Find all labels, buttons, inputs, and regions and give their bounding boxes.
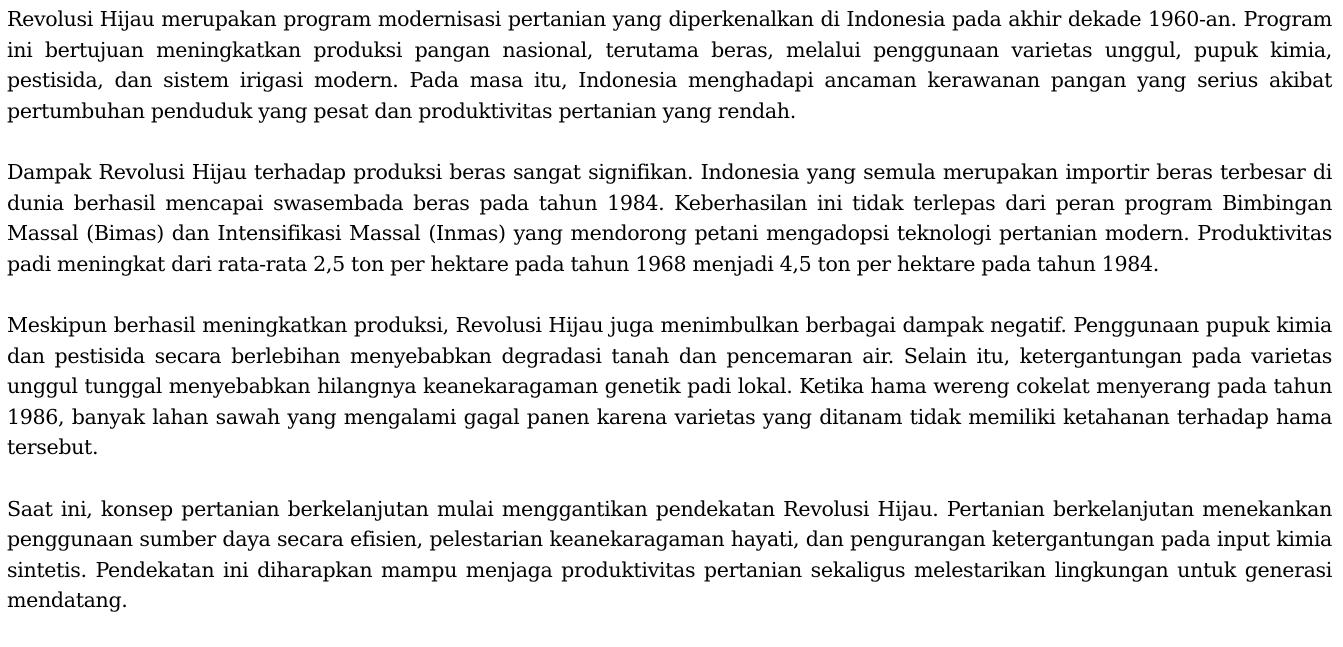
paragraph-3: Meskipun berhasil meningkatkan produksi, Revolusi Hijau juga menimbulkan berbagai dampak negatif. Penggunaan pupuk kimia dan pestisida secara berlebihan menyebabkan degradasi tanah dan pencemaran air. Selain itu, ketergantungan pada varietas unggul tunggal menyebabkan hilangnya keanekaragaman genetik padi lokal. Ketika hama wereng cokelat menyerang pada tahun 1986, banyak lahan sawah yang mengalami gagal panen karena varietas yang ditanam tidak memiliki ketahanan terhadap hama tersebut.	[7, 312, 1332, 460]
paragraph-4: Saat ini, konsep pertanian berkelanjutan mulai menggantikan pendekatan Revolusi Hijau. Pertanian berkelanjutan menekankan penggunaan sumber daya secara efisien, pelestarian keanekaragaman hayati, dan pengurangan ketergantungan pada input kimia sintetis. Pendekatan ini diharapkan mampu menjaga produktivitas pertanian sekaligus melestarikan lingkungan untuk generasi mendatang.	[7, 496, 1332, 613]
paragraph-2: Dampak Revolusi Hijau terhadap produksi beras sangat signifikan. Indonesia yang semula merupakan importir beras terbesar di dunia berhasil mencapai swasembada beras pada tahun 1984. Keberhasilan ini tidak terlepas dari peran program Bimbingan Massal (Bimas) dan Intensifikasi Massal (Inmas) yang mendorong petani mengadopsi teknologi pertanian modern. Produktivitas padi meningkat dari rata-rata 2,5 ton per hektare pada tahun 1968 menjadi 4,5 ton per hektare pada tahun 1984.	[7, 159, 1332, 276]
paragraph-1: Revolusi Hijau merupakan program modernisasi pertanian yang diperkenalkan di Indonesia pada akhir dekade 1960-an. Program ini bertujuan meningkatkan produksi pangan nasional, terutama beras, melalui penggunaan varietas unggul, pupuk kimia, pestisida, dan sistem irigasi modern. Pada masa itu, Indonesia menghadapi ancaman kerawanan pangan yang serius akibat pertumbuhan penduduk yang pesat dan produktivitas pertanian yang rendah.	[7, 7, 1332, 123]
